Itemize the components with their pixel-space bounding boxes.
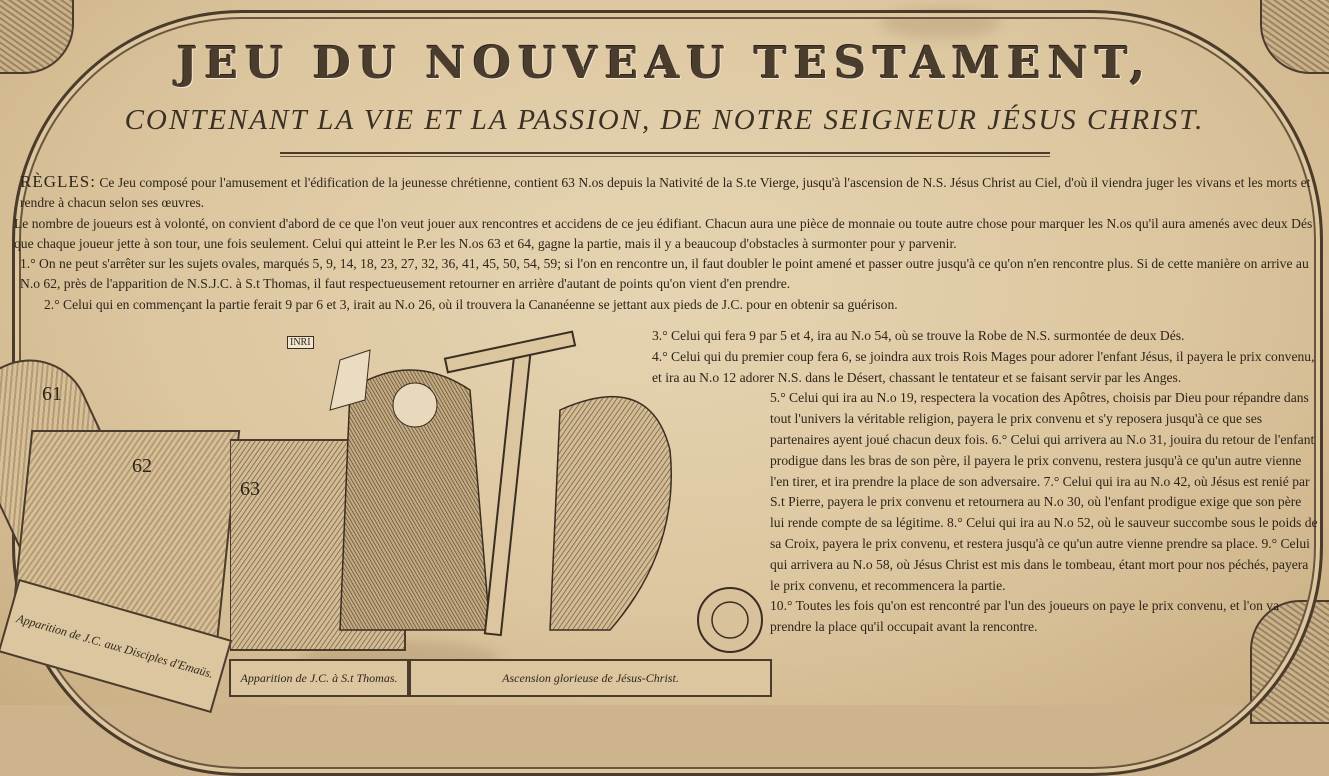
divider bbox=[280, 156, 1050, 157]
page-title: JEU DU NOUVEAU TESTAMENT, bbox=[176, 38, 1153, 89]
scene-number: 61 bbox=[42, 383, 62, 405]
rule-3: 3.° Celui qui fera 9 par 5 et 4, ira au N.o 54, où se trouve la Robe de N.S. surmontée de deux Dés. bbox=[652, 328, 1185, 343]
caption-ascension: Ascension glorieuse de Jésus-Christ. bbox=[409, 659, 772, 697]
rule-8: 8.° Celui qui ira au N.o 52, où le sauveur succombe sous le poids de sa Croix, payera le prix convenu, et restera jusqu'à ce qu'un autre vienne prendre sa place. bbox=[770, 515, 1318, 551]
rule-7: 7.° Celui qui ira au N.o 42, où Jésus est renié par S.t Pierre, payera le prix convenu et retournera au N.o 30, où l'enfant prodigue exige que son père lui rende compte de sa légitime. bbox=[770, 473, 1310, 531]
page-subtitle: CONTENANT LA VIE ET LA PASSION, DE NOTRE SEIGNEUR JÉSUS CHRIST. bbox=[124, 104, 1205, 136]
ascension-engraving bbox=[230, 330, 770, 655]
rules-text bbox=[14, 172, 1316, 315]
inri-plaque: INRI bbox=[287, 336, 314, 349]
rules-intro bbox=[14, 172, 1316, 214]
rule-10: 10.° Toutes les fois qu'on est rencontré par l'un des joueurs on paye le prix convenu, et l'on va prendre la place qu'il occupait avant la rencontre. bbox=[770, 598, 1280, 635]
scene-number: 63 bbox=[240, 478, 260, 500]
scene-number: 62 bbox=[132, 455, 152, 477]
divider bbox=[280, 152, 1050, 154]
rules-paragraph: Le nombre de joueurs est à volonté, on convient d'abord de ce que l'on veut jouer aux rencontres et accidens de ce jeu édifiant. Chacun aura une pièce de monnaie ou toute autre chose pour marquer les N.os qu'il aura amenés avec deux Dés que chaque joueur jette à son tour, une fois seulement. Celui qui atteint le P.er les N.os 63 et 64, gagne la partie, mais il y a beaucoup d'obstacles à surmonter pour y parvenir. bbox=[14, 215, 1313, 251]
rule-6: 6.° Celui qui arrivera au N.o 31, jouira du retour de l'enfant prodigue dans les bras de son père, il payera le prix convenu, restera jusqu'à ce qu'un autre vienne l'en tirer, et ira prendre la place de son adversaire. bbox=[770, 431, 1315, 489]
rule-9: 9.° Celui qui arrivera au N.o 58, où Jésus Christ est mis dans le tombeau, étant mort pour nos péchés, payera le prix convenu, et recommencera la partie. bbox=[770, 535, 1310, 593]
caption-emmaus: Apparition de J.C. aux Disciples d'Emaüs. bbox=[0, 579, 232, 713]
caption-thomas: Apparition de J.C. à S.t Thomas. bbox=[229, 659, 409, 697]
rule-5-text: 5.° Celui qui ira au N.o 19, respectera la vocation des Apôtres, choisis par Dieu pour répandre dans tout l'univers la véritable religion, payera le prix convenu et s'y reposera jusqu'à ce que ses partenaires ayent joué chacun deux fois. bbox=[770, 390, 1309, 447]
rule-4: 4.° Celui qui du premier coup fera 6, se joindra aux trois Rois Mages pour adorer l'enfant Jésus, il payera le prix convenu, et ira au N.o 12 adorer N.S. dans le Désert, chassant le tentateur et se faisant servir par les Anges. bbox=[652, 348, 1315, 385]
rules-intro-text: Ce Jeu composé pour l'amusement et l'édification de la jeunesse chrétienne, contient 63 N.os depuis la Nativité de la S.te Vierge, jusqu'à l'ascension de N.S. Jésus Christ au Ciel, d'où il viendra juger les vivans et les morts et rendre à chacun selon ses œuvres. bbox=[20, 175, 1311, 211]
rule-2: 2.° Celui qui en commençant la partie ferait 9 par 6 et 3, irait au N.o 26, où il trouvera la Cananéenne se jettant aux pieds de J.C. pour en obtenir sa guérison. bbox=[44, 296, 898, 312]
rules-heading: RÈGLES: bbox=[20, 172, 96, 191]
rule-1: 1.° On ne peut s'arrêter sur les sujets ovales, marqués 5, 9, 14, 18, 23, 27, 32, 36, 41, 45, 50, 54, 59; si l'on en rencontre un, il faut doubler le point amené et passer outre jusqu'à ce qu'on n'en rencontre plus. Si de cette manière on arrive au N.o 62, près de l'apparition de N.S.J.C. à S.t Thomas, il faut respectueusement retourner en arrière d'autant de points qu'on vient d'en prendre. bbox=[20, 256, 1309, 292]
